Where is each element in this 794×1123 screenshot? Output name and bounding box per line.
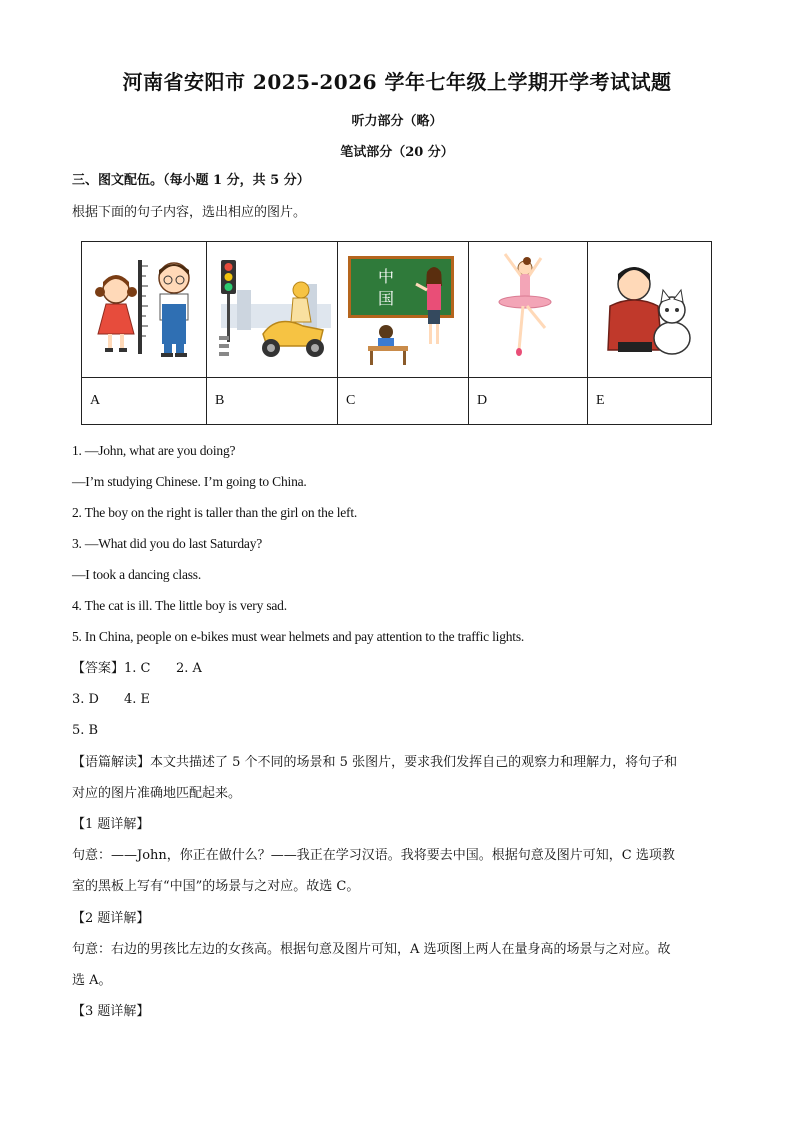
picture-table [81, 241, 712, 425]
listening-section-note: 听力部分（略） [351, 114, 443, 129]
girl-boy-measuring-illustration [82, 242, 206, 373]
detail-1-line-1: 句意：——John，你正在做什么？——我正在学习汉语。我将要去中国。根据句意及图片可知，C 选项教 [72, 848, 675, 863]
ballet-dancer-illustration [469, 242, 587, 373]
question-1-line-2: —I’m studying Chinese. I’m going to China. [72, 474, 307, 489]
detail-2-line-1: 句意：右边的男孩比左边的女孩高。根据句意及图片可知，A 选项图上两人在量身高的场景与之对应。故 [72, 942, 671, 957]
question-5: 5. In China, people on e-bikes must wear helmets and pay attention to the traffic lights. [72, 629, 525, 644]
answer-5: 5. B [72, 723, 99, 738]
picture-label-c: C [338, 378, 469, 425]
e-bike-traffic-light-illustration [207, 242, 337, 373]
classroom-blackboard-illustration [338, 242, 468, 373]
picture-d-ballet-dancer [469, 242, 588, 378]
analysis-line-2: 对应的图片准确地匹配起来。 [72, 786, 242, 801]
picture-label-b: B [207, 378, 338, 425]
answer-3: 3. D [72, 692, 99, 707]
detail-1-line-2: 室的黑板上写有“中国”的场景与之对应。故选 C。 [72, 879, 360, 894]
blackboard-char-1: 中 [378, 267, 395, 286]
detail-2-line-2: 选 A。 [72, 973, 112, 988]
question-3-line-1: 3. —What did you do last Saturday? [72, 536, 263, 551]
picture-b-e-bike [207, 242, 338, 378]
section-instruction: 根据下面的句子内容，选出相应的图片。 [72, 205, 307, 220]
answer-2: 2. A [176, 661, 202, 676]
writing-section-title: 笔试部分（20 分） [340, 145, 454, 160]
picture-label-a: A [82, 378, 207, 425]
section-heading: 三、图文配伍。（每小题 1 分，共 5 分） [72, 173, 310, 188]
picture-label-d: D [469, 378, 588, 425]
picture-e-sad-boy-with-cat [588, 242, 712, 378]
detail-1-heading: 【1 题详解】 [72, 817, 150, 832]
question-4: 4. The cat is ill. The little boy is very sad. [72, 598, 287, 613]
picture-a-height-measure [82, 242, 207, 378]
analysis-line-1: 【语篇解读】本文共描述了 5 个不同的场景和 5 张图片，要求我们发挥自己的观察力和理解力，将句子和 [72, 755, 678, 770]
question-2: 2. The boy on the right is taller than the girl on the left. [72, 505, 358, 520]
answers-row-3 [72, 722, 722, 740]
question-3-line-2: —I took a dancing class. [72, 567, 202, 582]
question-1-line-1: 1. —John, what are you doing? [72, 443, 236, 458]
answers-label: 【答案】 [72, 661, 125, 676]
boy-with-cat-illustration [588, 242, 711, 373]
answers-row-2 [72, 691, 722, 709]
answer-4: 4. E [124, 692, 151, 707]
detail-2-heading: 【2 题详解】 [72, 911, 150, 926]
page-title: 河南省安阳市 2025-2026 学年七年级上学期开学考试试题 [122, 70, 672, 94]
answer-1: 1. C [124, 661, 151, 676]
blackboard-char-2: 国 [378, 289, 395, 308]
answers-row-1 [72, 660, 722, 678]
picture-label-e: E [588, 378, 712, 425]
detail-3-heading: 【3 题详解】 [72, 1004, 150, 1019]
picture-c-chinese-class [338, 242, 469, 378]
